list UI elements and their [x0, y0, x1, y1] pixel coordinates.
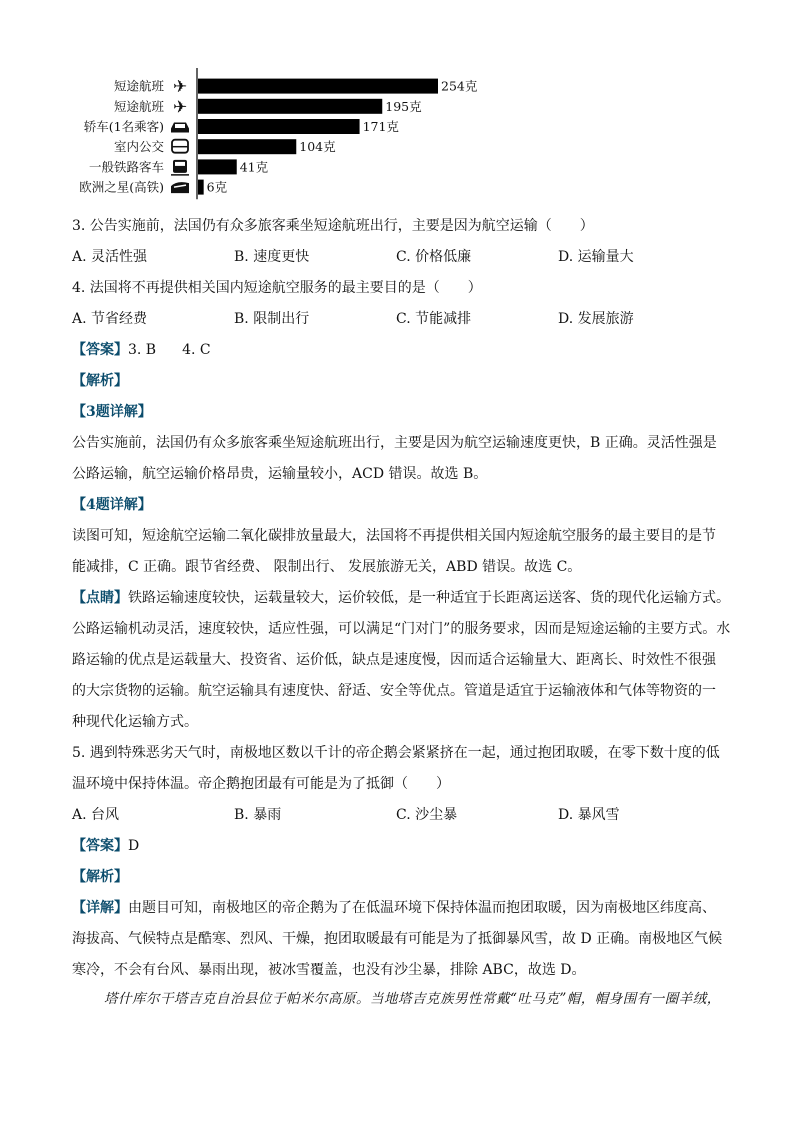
chart-value-label: 41克 [239, 159, 269, 175]
tip-line-4: 的大宗货物的运输。航空运输具有速度快、舒适、安全等优点。管道是适宜于运输液体和气体等物资的一 [72, 683, 716, 699]
tip-line-2: 公路运输机动灵活，速度较快，适应性强，可以满足“门对门”的服务要求，因而是短途运输的主要方式。水 [72, 621, 731, 637]
analysis-5-heading [72, 862, 722, 893]
q5-option-c: C. 沙尘暴 [396, 807, 458, 823]
q4-option-b: B. 限制出行 [234, 311, 310, 327]
chart-value-label: 254克 [441, 78, 478, 94]
chart-bar [198, 180, 204, 195]
q5-options [72, 800, 722, 831]
tip-tag: 【点睛】 [72, 590, 128, 606]
tip-line-5: 种现代化运输方式。 [72, 714, 198, 730]
detail-3-tag: 【3题详解】 [72, 404, 152, 420]
chart-category-label: 一般铁路客车 [88, 159, 164, 175]
high-speed-train-icon-shape [171, 182, 189, 193]
q3-options [72, 242, 722, 273]
detail-4-line-1: 读图可知，短途航空运输二氧化碳排放量最大，法国将不再提供相关国内短途航空服务的最主要目的是节 [72, 528, 716, 544]
detail-4-line-2: 能减排，C 正确。跟节省经费、 限制出行、 发展旅游无关，ABD 错误。故选 C。 [72, 559, 582, 575]
answer-tag: 【答案】 [72, 342, 128, 358]
answer-4: 4. C [182, 342, 211, 358]
answer-5-value: D [128, 838, 140, 854]
chart-bar [198, 139, 296, 154]
chart-category-label: 短途航班 [113, 78, 164, 94]
chart-category-label: 轿车(1名乘客) [83, 119, 164, 134]
q4-stem: 4. 法国将不再提供相关国内短途航空服务的最主要目的是（ ） [72, 280, 482, 296]
chart-bar [198, 99, 382, 114]
chart-category-label: 短途航班 [113, 98, 164, 114]
detail-4-tag: 【4题详解】 [72, 497, 152, 513]
chart-bar [198, 159, 237, 174]
analysis-tag: 【解析】 [72, 373, 128, 389]
emission-bar-chart [0, 0, 794, 205]
chart-value-label: 6克 [206, 179, 228, 195]
answer-34 [72, 335, 722, 366]
detail-5-line-1 [72, 893, 722, 924]
q4-options [72, 304, 722, 335]
q3-option-b: B. 速度更快 [234, 249, 310, 265]
chart-bar [198, 119, 360, 134]
q3-stem: 3. 公告实施前，法国仍有众多旅客乘坐短途航班出行，主要是因为航空运输（ ） [72, 218, 594, 234]
detail-5-line-2: 海拔高、气候特点是酷寒、烈风、干燥，抱团取暖最有可能是为了抵御暴风雪，故 D 正确。南极地区气候 [72, 931, 723, 947]
answer-5 [72, 831, 722, 862]
chart-bar [198, 79, 438, 94]
q5-option-b: B. 暴雨 [234, 807, 282, 823]
analysis-5-tag: 【解析】 [72, 869, 128, 885]
q5-option-d: D. 暴风雪 [558, 807, 620, 823]
chart-value-label: 171克 [362, 119, 399, 134]
bus-icon-shape [172, 140, 188, 153]
tip-line-1 [72, 583, 730, 614]
q4-option-c: C. 节能减排 [396, 311, 472, 327]
chart-value-label: 195克 [385, 98, 422, 114]
q4-option-d: D. 发展旅游 [558, 311, 634, 327]
q5-stem-line-2: 温环境中保持体温。帝企鹅抱团最有可能是为了抵御（ ） [72, 776, 450, 792]
detail-3-line-1: 公告实施前，法国仍有众多旅客乘坐短途航班出行，主要是因为航空运输速度更快，B 正确。灵活性强是 [72, 435, 717, 451]
chart-category-label: 欧洲之星(高铁) [79, 179, 164, 195]
tip-line-3: 路运输的优点是运载量大、投资省、运价低，缺点是速度慢，因而适合运输量大、距离长、时效性不很强 [72, 652, 716, 668]
detail-3-line-2: 公路运输，航空运输价格昂贵，运输量较小，ACD 错误。故选 B。 [72, 466, 488, 482]
next-passage: 塔什库尔干塔吉克自治县位于帕米尔高原。当地塔吉克族男性常戴“吐马克”帽，帽身围有一圈羊绒， [104, 991, 721, 1007]
analysis-heading [72, 366, 722, 397]
answer-5-tag: 【答案】 [72, 838, 128, 854]
airplane-icon: ✈ [172, 77, 188, 98]
car-icon-shape [171, 123, 189, 133]
detail-5-first: 由题目可知，南极地区的帝企鹅为了在低温环境下保持体温而抱团取暖，因为南极地区纬度高、 [128, 900, 716, 916]
q5-stem-line-1: 5. 遇到特殊恶劣天气时，南极地区数以千计的帝企鹅会紧紧挤在一起，通过抱团取暖，在零下数十度的低 [72, 745, 720, 761]
question-content [72, 211, 731, 986]
detail-5-line-3: 寒冷，不会有台风、暴雨出现，被冰雪覆盖，也没有沙尘暴，排除 ABC，故选 D。 [72, 962, 586, 978]
q4-option-a: A. 节省经费 [72, 311, 148, 327]
airplane-icon: ✈ [172, 97, 188, 118]
detail-3-heading [72, 397, 722, 428]
q3-option-a: A. 灵活性强 [72, 249, 148, 265]
detail-5-tag: 【详解】 [72, 900, 128, 916]
q3-option-c: C. 价格低廉 [396, 249, 472, 265]
train-icon-shape [171, 160, 189, 175]
chart-value-label: 104克 [299, 139, 336, 155]
detail-4-heading [72, 490, 722, 521]
chart-category-label: 室内公交 [113, 139, 164, 155]
tip-first: 铁路运输速度较快，运载量较大，运价较低，是一种适宜于长距离运送客、货的现代化运输方式。 [128, 590, 730, 606]
answer-3: 3. B [128, 342, 157, 358]
q3-option-d: D. 运输量大 [558, 249, 634, 265]
q5-option-a: A. 台风 [72, 807, 120, 823]
